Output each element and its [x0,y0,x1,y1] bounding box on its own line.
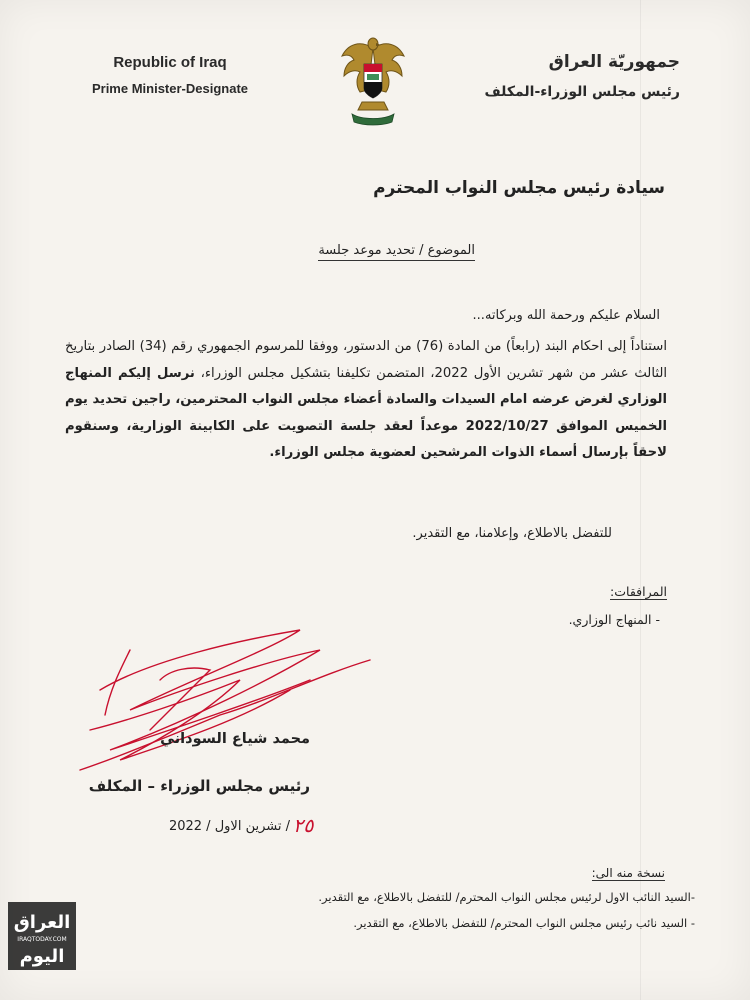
header-office-en: Prime Minister-Designate [91,81,249,96]
watermark-url: IRAQTODAY.COM [17,936,67,943]
watermark-line2: اليوم [19,946,65,967]
date-line [140,815,370,847]
header-arabic [450,52,680,100]
subject-line [175,243,475,258]
addressee: سيادة رئيس مجلس النواب المحترم [373,178,665,198]
iraqtoday-watermark-logo [6,900,78,972]
closing-line: للتفضل بالاطلاع، وإعلامنا، مع التقدير. [412,526,612,541]
paper-fold-line [640,0,641,1000]
greeting: السلام عليكم ورحمة الله وبركاته... [472,308,660,323]
subject-text: الموضوع / تحديد موعد جلسة [318,243,475,261]
header-office-ar: رئيس مجلس الوزراء-المكلف [484,84,680,100]
body-normal-text: استناداً إلى احكام البند (رابعاً) من المادة (76) من الدستور، ووفقا للمرسوم الجمهوري رقم (34) الصادر بتاريخ الثالث عشر من شهر تشرين الأول 2022، المتضمن تكليفنا بتشكيل مجلس الوزراء، [65,339,668,381]
handwritten-day: ٢٥ [293,815,314,837]
copy-recipient-1: -السيد النائب الاول لرئيس مجلس النواب المحترم/ للتفضل بالاطلاع، مع التقدير. [318,890,695,904]
letter-body [65,334,667,467]
copy-recipient-2: - السيد نائب رئيس مجلس النواب المحترم/ للتفضل بالاطلاع، مع التقدير. [353,916,695,930]
body-bold-text: نرسل إليكم المنهاج الوزاري لغرض عرضه امام السيدات والسادة أعضاء مجلس النواب المحترمين، راجين تحديد يوم الخميس الموافق 2022/10/27 موعداً لعقد جلسة التصويت على الكابينة الوزارية، وسنقوم لاحقاً بإرسال أسماء الذوات المرشحين لعضوية مجلس الوزراء. [65,365,667,460]
attachment-item: - المنهاج الوزاري. [568,612,660,627]
signer-name: محمد شياع السوداني [160,731,310,747]
attachments-title-text: المرافقات: [610,584,667,599]
watermark-line1: العراق [13,912,71,933]
signer-title: رئيس مجلس الوزراء – المكلف [88,777,310,795]
attachments-title [467,584,667,599]
header-country-ar: جمهوريّة العراق [548,52,680,72]
copies-title-text: نسخة منه الى: [591,866,665,880]
date-text: / تشرين الاول / 2022 [168,819,290,834]
header-country-en: Republic of Iraq [113,54,227,71]
header-english [70,54,270,96]
copies-title [465,866,665,880]
iraq-eagle-emblem-icon [338,30,408,130]
